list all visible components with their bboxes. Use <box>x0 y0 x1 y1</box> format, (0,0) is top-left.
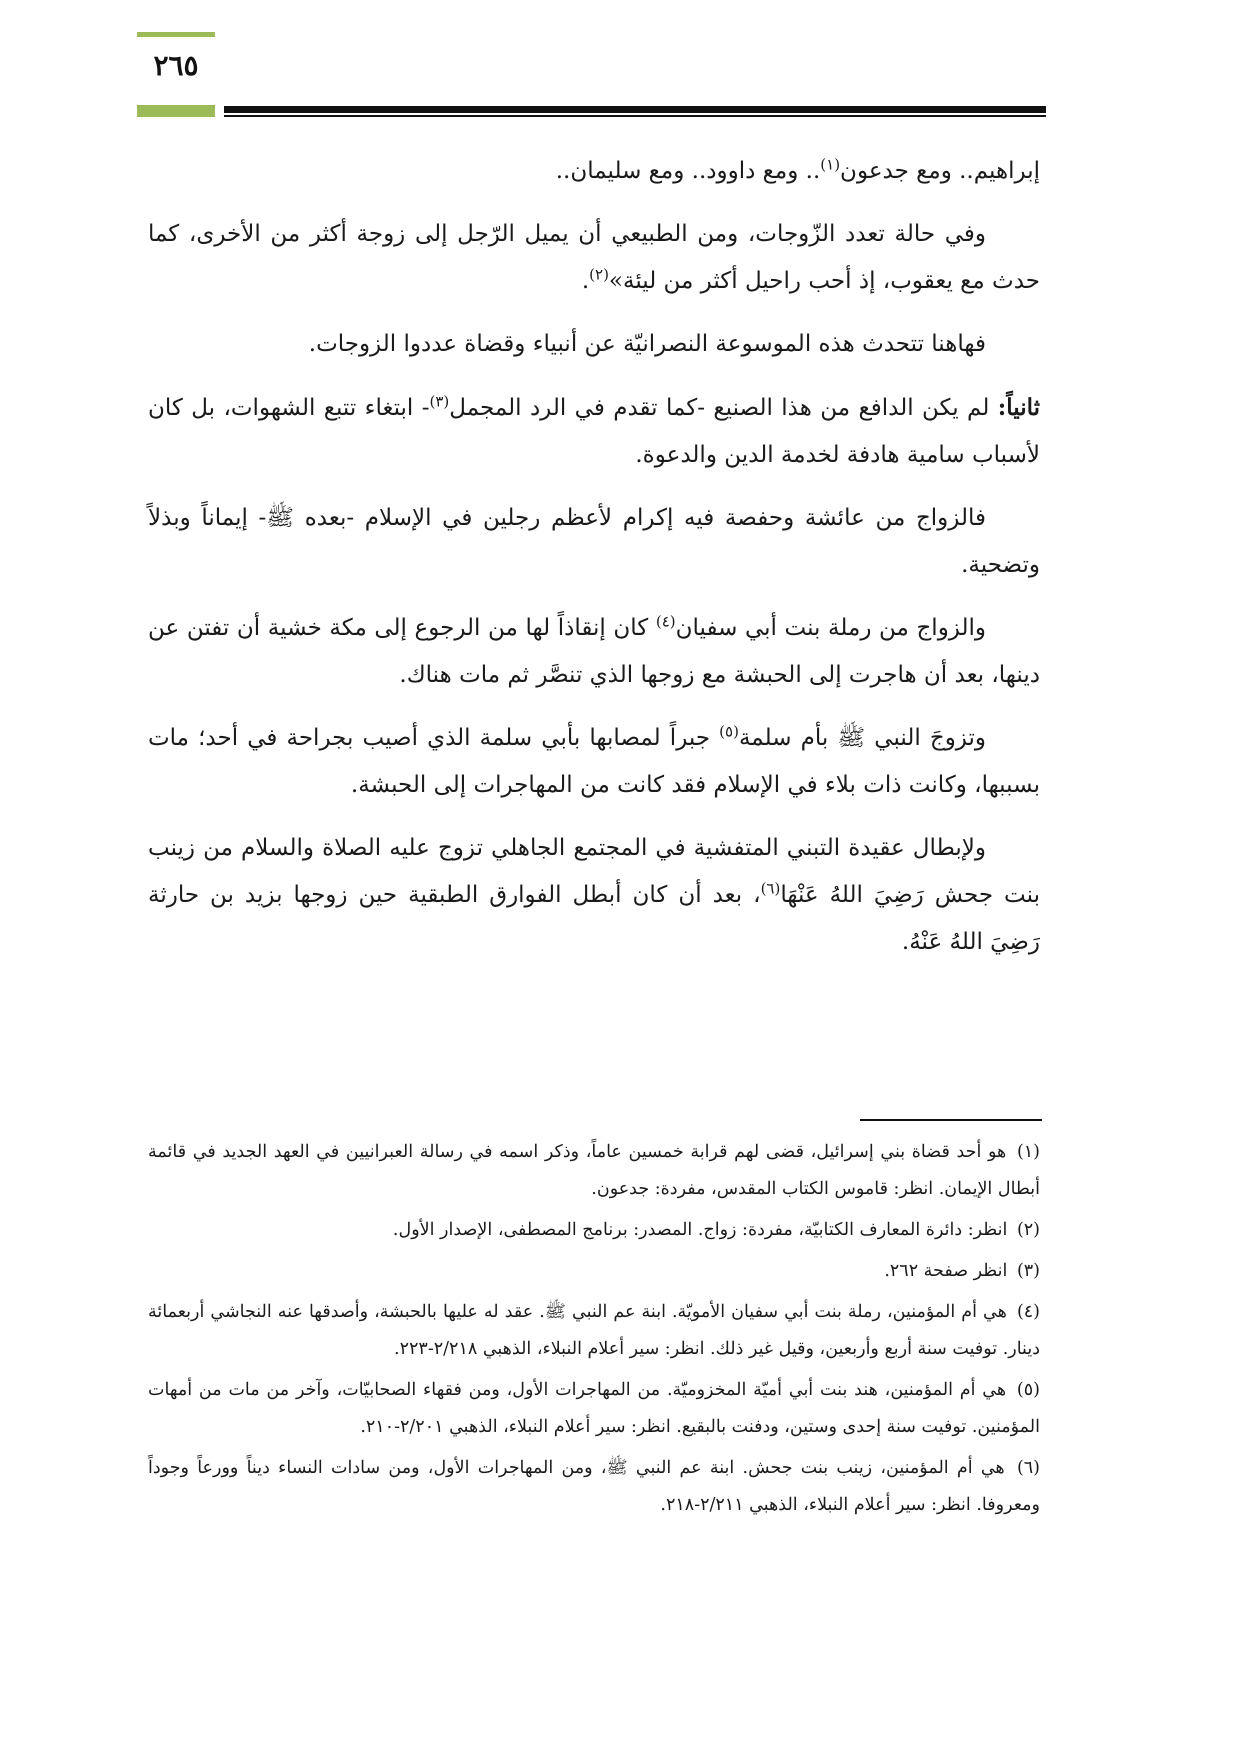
body-text <box>148 148 1040 982</box>
paragraph-1 <box>148 148 1040 195</box>
header-top-accent-bar <box>137 32 215 37</box>
footnote-2 <box>148 1212 1040 1249</box>
footnote-6 <box>148 1450 1040 1524</box>
page-number: ٢٦٥ <box>153 49 199 82</box>
footnote-6-number: (٦) <box>1016 1458 1040 1478</box>
paragraph-4-lead: ثانياً: <box>997 394 1040 421</box>
footnote-2-text: انظر: دائرة المعارف الكتابيّة، مفردة: زواج. المصدر: برنامج المصطفى، الإصدار الأول. <box>392 1220 1008 1240</box>
paragraph-2 <box>148 211 1040 305</box>
footnote-5-number: (٥) <box>1016 1380 1040 1400</box>
paragraph-4 <box>148 384 1040 479</box>
paragraph-3-text: فهاهنا تتحدث هذه الموسوعة النصرانيّة عن أنبياء وقضاة عددوا الزوجات. <box>308 331 986 357</box>
paragraph-6-text: والزواج من رملة بنت أبي سفيان <box>675 615 986 641</box>
paragraph-5-text: فالزواج من عائشة وحفصة فيه إكرام لأعظم رجلين في الإسلام -بعده ﷺ- إيماناً وبذلاً وتضحية. <box>148 505 1040 578</box>
footnote-4-text: هي أم المؤمنين، رملة بنت أبي سفيان الأمويّة. ابنة عم النبي ﷺ. عقد له عليها بالحبشة، وأصدقها عنه النجاشي أربعمائة دينار. توفيت سنة أربع وأربعين، وقيل غير ذلك. انظر: سير أعلام النبلاء، الذهبي ٢/٢١٨-٢٢٣. <box>148 1302 1040 1359</box>
footnote-ref-2[interactable]: (٢) <box>589 265 609 284</box>
paragraph-3 <box>148 321 1040 368</box>
footnote-3-number: (٣) <box>1016 1261 1040 1281</box>
paragraph-7-text: وتزوجَ النبي ﷺ بأم سلمة <box>738 725 986 751</box>
footnote-2-number: (٢) <box>1016 1220 1040 1240</box>
footnote-5-text: هي أم المؤمنين، هند بنت أبي أميّة المخزوميّة. من المهاجرات الأول، ومن فقهاء الصحابيّات، وآخر من مات من أمهات المؤمنين. توفيت سنة إحدى وستين، ودفنت بالبقيع. انظر: سير أعلام النبلاء، الذهبي ٢/٢٠١-٢١٠. <box>148 1380 1040 1437</box>
footnote-ref-3[interactable]: (٣) <box>429 392 450 411</box>
footnote-separator <box>860 1119 1042 1121</box>
paragraph-2-text: وفي حالة تعدد الزّوجات، ومن الطبيعي أن يميل الرّجل إلى زوجة أكثر من الأخرى، كما حدث مع يعقوب، إذ أحب راحيل أكثر من ليئة» <box>148 221 1040 294</box>
footnote-3 <box>148 1253 1040 1290</box>
paragraph-8 <box>148 825 1040 966</box>
footnote-1-text: هو أحد قضاة بني إسرائيل، قضى لهم قرابة خمسين عاماً، وذكر اسمه في رسالة العبرانيين في العهد الجديد في قائمة أبطال الإيمان. انظر: قاموس الكتاب المقدس، مفردة: جدعون. <box>148 1142 1040 1199</box>
paragraph-1-text: إبراهيم.. ومع جدعون <box>840 158 1040 184</box>
paragraph-1-text-end: .. ومع داوود.. ومع سليمان.. <box>555 158 821 184</box>
paragraph-2-text-end: . <box>581 268 590 294</box>
footnote-1-number: (١) <box>1016 1142 1040 1162</box>
footnote-ref-1[interactable]: (١) <box>820 155 841 174</box>
paragraph-8-text-end: ، بعد أن كان أبطل الفوارق الطبقية حين زوجها بزيد بن حارثة رَضِيَ اللهُ عَنْهُ. <box>148 882 1040 955</box>
footnote-ref-4[interactable]: (٤) <box>655 612 676 631</box>
header-green-bar <box>137 105 215 117</box>
footnote-6-text: هي أم المؤمنين، زينب بنت جحش. ابنة عم النبي ﷺ، ومن المهاجرات الأول، ومن سادات النساء ديناً وورعاً وجوداً ومعروفا. انظر: سير أعلام النبلاء، الذهبي ٢/٢١١-٢١٨. <box>148 1458 1040 1515</box>
footnote-3-text: انظر صفحة ٢٦٢. <box>884 1261 1008 1281</box>
paragraph-8-text: ولإبطال عقيدة التبني المتفشية في المجتمع الجاهلي تزوج عليه الصلاة والسلام من زينب بنت جحش رَضِيَ اللهُ عَنْهَا <box>148 835 1040 908</box>
paragraph-7 <box>148 715 1040 809</box>
footnote-1 <box>148 1134 1040 1208</box>
paragraph-6 <box>148 605 1040 699</box>
footnote-ref-6[interactable]: (٦) <box>760 879 781 898</box>
paragraph-6-text-end: كان إنقاذاً لها من الرجوع إلى مكة خشية أن تفتن عن دينها، بعد أن هاجرت إلى الحبشة مع زوجها الذي تنصَّر ثم مات هناك. <box>148 615 1040 688</box>
footnotes <box>148 1134 1040 1528</box>
footnote-4 <box>148 1294 1040 1368</box>
paragraph-5 <box>148 495 1040 589</box>
paragraph-4-text-end: - ابتغاء تتبع الشهوات، بل كان لأسباب سامية هادفة لخدمة الدين والدعوة. <box>148 395 1040 468</box>
header-thin-rule <box>224 115 1046 117</box>
paragraph-7-text-end: جبراً لمصابها بأبي سلمة الذي أصيب بجراحة في أحد؛ مات بسببها، وكانت ذات بلاء في الإسلام فقد كانت من المهاجرات إلى الحبشة. <box>148 725 1040 798</box>
footnote-5 <box>148 1372 1040 1446</box>
footnote-ref-5[interactable]: (٥) <box>719 722 739 741</box>
header-black-rule <box>224 106 1046 113</box>
paragraph-4-text: لم يكن الدافع من هذا الصنيع -كما تقدم في الرد المجمل <box>449 395 998 421</box>
footnote-4-number: (٤) <box>1016 1302 1040 1322</box>
